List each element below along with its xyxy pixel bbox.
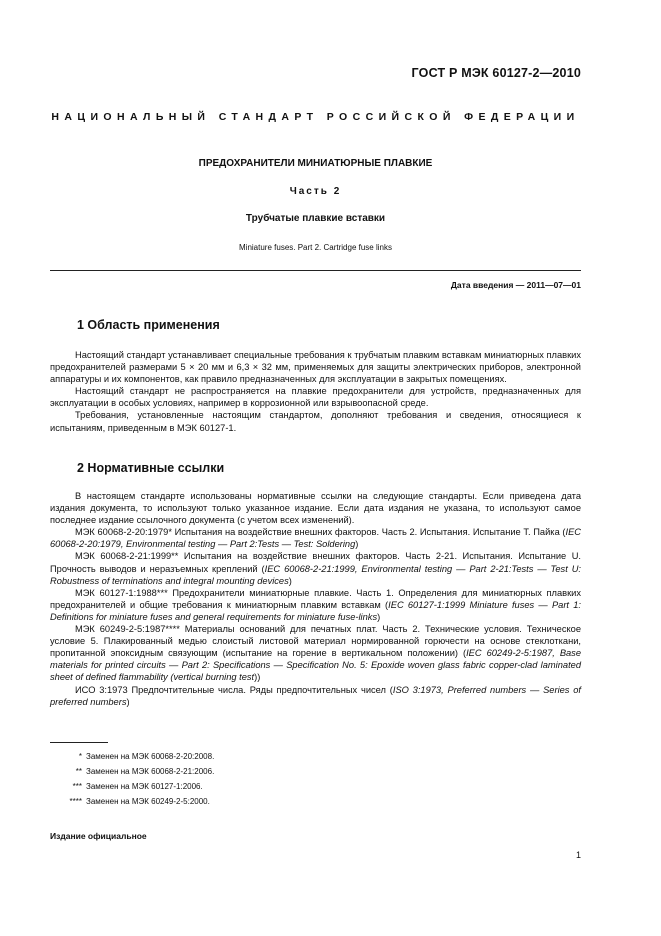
reference-english: IEC 60249-2-5:1987, Base materials for printed circuits — Part 2: Specifications — Specification No. 5: Epoxide woven glass fabric copper-clad laminated sheet of defined flammability (vertical burning test: [50, 648, 582, 683]
introduction-date: Дата введения — 2011—07—01: [450, 280, 581, 290]
reference-item: МЭК 60068-2-21:1999** Испытания на воздействие внешних факторов. Часть 2-21. Испытания. Испытание U. Прочность выводов и неразъемных креплений (IEC 60068-2-21:1999, Environmental testing — Part 2-21:Tests — Test U: Robustness of terminations and integral mounting devices): [50, 551, 582, 586]
paragraph: Настоящий стандарт не распространяется на плавкие предохранители для устройств, предназначенных для эксплуатации в особых условиях, например в коррозионной или взрывоопасной среде.: [50, 386, 581, 409]
standard-code: ГОСТ Р МЭК 60127-2—2010: [411, 66, 581, 80]
reference-english: ISO 3:1973, Preferred numbers — Series of preferred numbers: [50, 684, 582, 707]
part-label: Часть 2: [289, 186, 342, 197]
reference-english: IEC 60068-2-21:1999, Environmental testing — Part 2-21:Tests — Test U: Robustness of terminations and integral mounting devices: [50, 563, 582, 586]
english-title: Miniature fuses. Part 2. Cartridge fuse links: [239, 243, 392, 252]
document-subtitle: Трубчатые плавкие вставки: [245, 213, 386, 224]
footnote: *** Заменен на МЭК 60127-1:2006.: [72, 782, 203, 791]
reference-item: МЭК 60068-2-20:1979* Испытания на воздействие внешних факторов. Часть 2. Испытания. Испытание Т. Пайка (IEC 60068-2-20:1979, Environmental testing — Part 2:Tests — Test: Soldering): [50, 527, 581, 550]
footnotes: [50, 749, 214, 809]
reference-english: IEC 60068-2-20:1979, Environmental testing — Part 2:Tests — Test: Soldering: [50, 527, 581, 550]
section-2-heading: 2 Нормативные ссылки: [77, 461, 225, 475]
section-1-heading: 1 Область применения: [77, 318, 220, 332]
document-title: ПРЕДОХРАНИТЕЛИ МИНИАТЮРНЫЕ ПЛАВКИЕ: [198, 158, 433, 169]
reference-item: МЭК 60127-1:1988*** Предохранители миниатюрные плавкие. Часть 1. Определения для миниатюрных плавких предохранителей и общие требования к миниатюрным плавким вставкам (IEC 60127-1:1999 Miniature fuses — Part 1: Definitions for miniature fuses and general requirements for miniature fuse-links): [50, 587, 581, 622]
section-2-body: [50, 490, 581, 708]
paragraph: В настоящем стандарте использованы нормативные ссылки на следующие стандарты. Если приведена дата издания документа, то используют только указанное издание. Если дата издания не указана, то используют самое последнее издание ссылочного документа (с учетом всех изменений).: [50, 491, 581, 526]
reference-item: МЭК 60249-2-5:1987**** Материалы оснований для печатных плат. Часть 2. Технические условия. Техническое условие 5. Плакированный медью слоистый листовой материал нормированной горючести на основе стеклоткани, пропитанной эпоксидным связующим (испытание на горение в вертикальном положении) (IEC 60249-2-5:1987, Base materials for printed circuits — Part 2: Specifications — Specification No. 5: Epoxide woven glass fabric copper-clad laminated sheet of defined flammability (vertical burning test)): [50, 624, 582, 683]
page-number: 1: [575, 850, 581, 860]
national-standard-banner: НАЦИОНАЛЬНЫЙ СТАНДАРТ РОССИЙСКОЙ ФЕДЕРАЦИИ: [51, 111, 580, 123]
title-divider: [50, 270, 581, 271]
paragraph: Требования, установленные настоящим стандартом, дополняют требования и сведения, относящиеся к испытаниям, приведенным в МЭК 60127-1.: [50, 410, 581, 433]
section-1-body: [50, 349, 581, 434]
official-edition-label: Издание официальное: [50, 831, 147, 841]
footnote: ** Заменен на МЭК 60068-2-21:2006.: [75, 767, 215, 776]
footnote: **** Заменен на МЭК 60249-2-5:2000.: [69, 797, 210, 806]
reference-item: ИСО 3:1973 Предпочтительные числа. Ряды предпочтительных чисел (ISO 3:1973, Preferred numbers — Series of preferred numbers): [50, 684, 582, 707]
reference-english: IEC 60127-1:1999 Miniature fuses — Part 1: Definitions for miniature fuses and general requirements for miniature fuse-links: [50, 599, 581, 622]
paragraph: Настоящий стандарт устанавливает специальные требования к трубчатым плавким вставкам миниатюрных плавких предохранителей размерами 5 × 20 мм и 6,3 × 32 мм, применяемых для защиты электрических приборов, электронной аппаратуры и их компонентов, как правило предназначенных для эксплуатации в закрытых помещениях.: [50, 350, 581, 385]
footnote-divider: [50, 742, 108, 743]
footnote: * Заменен на МЭК 60068-2-20:2008.: [78, 752, 215, 761]
